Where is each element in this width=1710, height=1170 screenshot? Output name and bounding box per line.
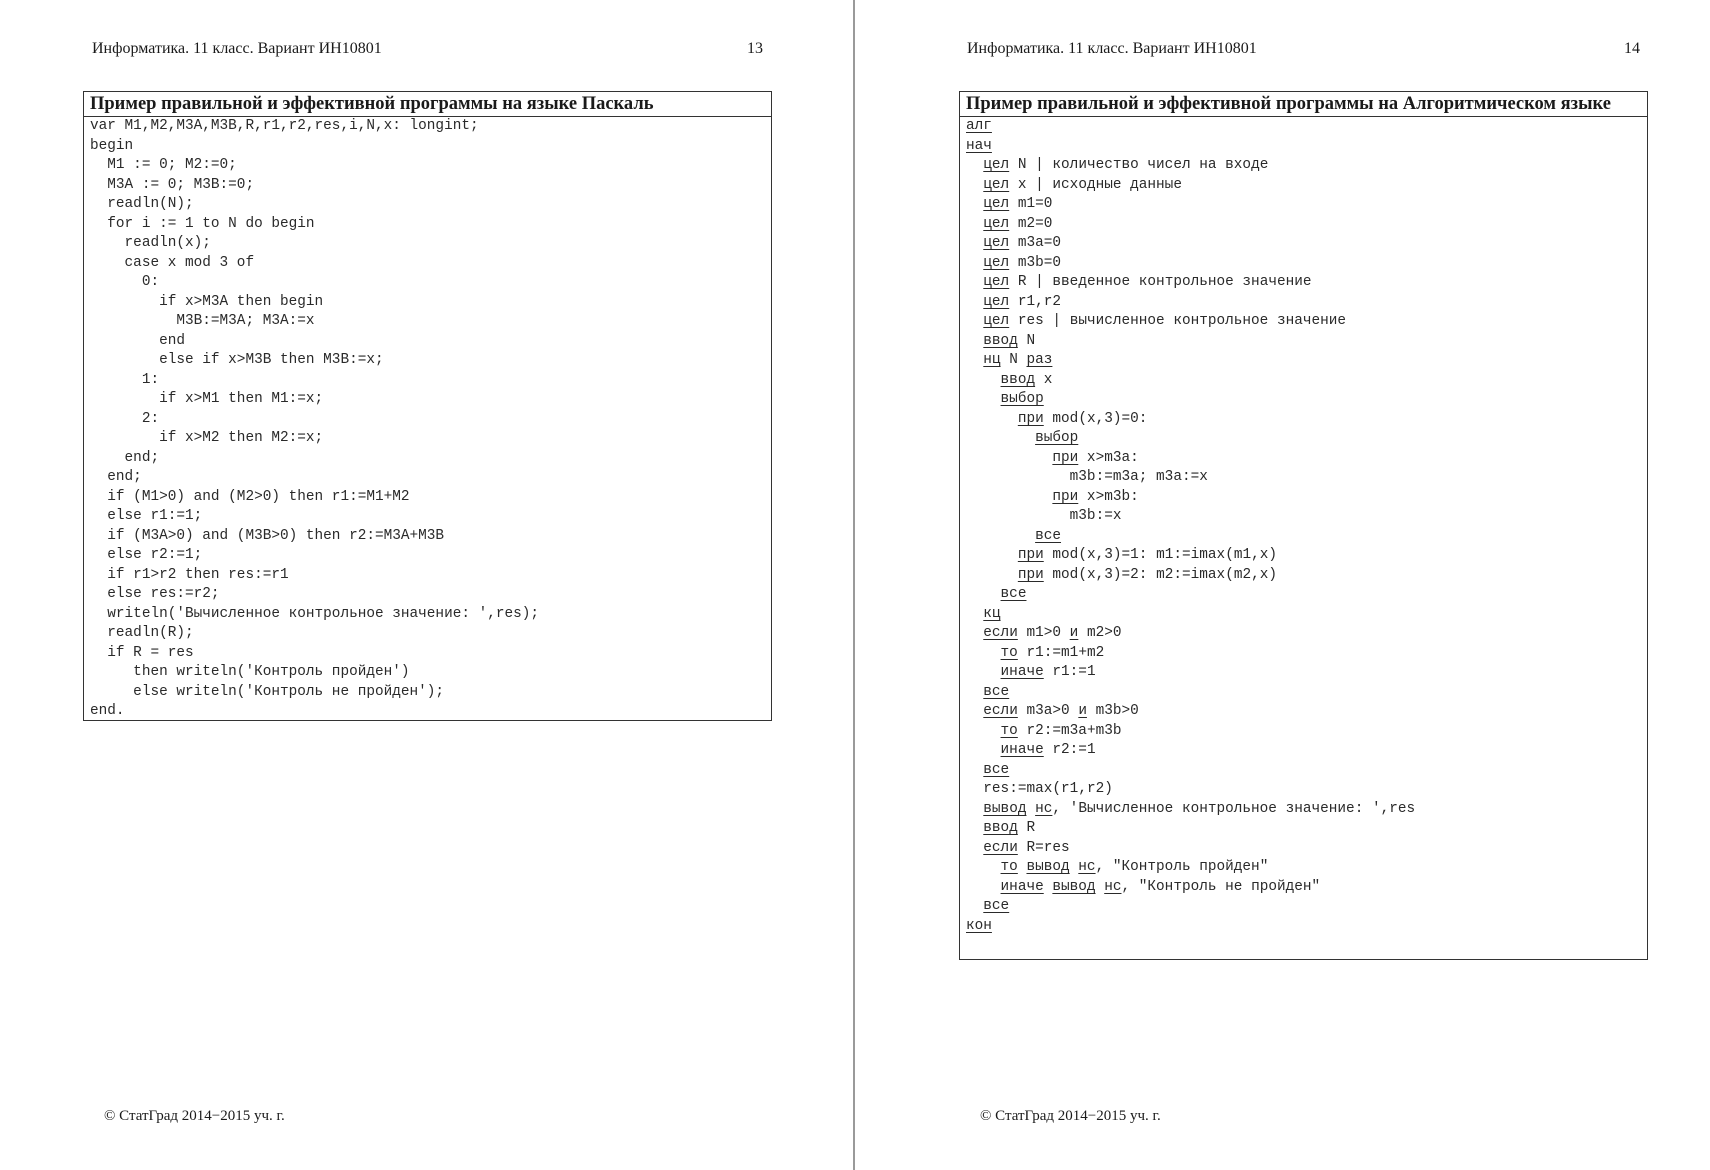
code-line: else if x>M3B then M3B:=x; — [90, 352, 384, 368]
code-line: если m1>0 и m2>0 — [983, 625, 1122, 641]
algorithmic-code — [960, 117, 1647, 936]
code-line: иначе r2:=1 — [1000, 742, 1096, 758]
code-line: цел m3b=0 — [983, 254, 1062, 271]
code-line: case x mod 3 of — [90, 254, 255, 271]
code-line: if x>M1 then M1:=x; — [90, 391, 324, 407]
code-line: 0: — [90, 274, 160, 290]
code-line: begin — [90, 137, 134, 154]
pascal-program-box — [83, 91, 772, 721]
code-line: цел res | вычисленное контрольное значение — [983, 313, 1347, 329]
code-line: if (M1>0) and (M2>0) then r1:=M1+M2 — [90, 488, 410, 505]
code-line: цел m2=0 — [983, 215, 1053, 232]
code-line: при x>m3b: — [1052, 488, 1139, 505]
code-line: при mod(x,3)=1: m1:=imax(m1,x) — [1017, 547, 1278, 563]
code-line: кц — [983, 605, 1001, 622]
code-line: цел x | исходные данные — [983, 176, 1182, 193]
code-line: нач — [966, 137, 992, 154]
code-line: readln(R); — [90, 625, 194, 641]
code-line: res:=max(r1,r2) — [983, 781, 1113, 797]
code-line: for i := 1 to N do begin — [90, 215, 315, 232]
page-13 — [0, 0, 853, 1170]
code-line: end; — [90, 469, 142, 485]
code-line: все — [1035, 527, 1062, 544]
page-number: 13 — [747, 40, 763, 57]
code-line: M3B:=M3A; M3A:=x — [90, 313, 315, 329]
code-line: иначе вывод нс, "Контроль не пройден" — [1000, 878, 1321, 895]
code-line: M1 := 0; M2:=0; — [90, 157, 237, 173]
code-line: цел m1=0 — [983, 196, 1053, 212]
code-line: m3b:=x — [1069, 508, 1122, 524]
code-line: if (M3A>0) and (M3B>0) then r2:=M3A+M3B — [90, 527, 445, 544]
code-line: при x>m3a: — [1052, 449, 1139, 466]
code-line: if x>M2 then M2:=x; — [90, 430, 324, 446]
code-line: при mod(x,3)=0: — [1017, 410, 1148, 427]
code-line: end; — [90, 449, 160, 466]
code-line: M3A := 0; M3B:=0; — [90, 176, 255, 193]
code-line: то r1:=m1+m2 — [1000, 644, 1105, 661]
code-line: нц N раз — [983, 352, 1053, 368]
code-line: то r2:=m3a+m3b — [1000, 722, 1122, 739]
code-line: при mod(x,3)=2: m2:=imax(m2,x) — [1017, 566, 1278, 583]
code-line: вывод нс, 'Вычисленное контрольное значение: ',res — [983, 800, 1416, 817]
code-line: то вывод нс, "Контроль пройден" — [1000, 859, 1269, 875]
code-line: ввод x — [1000, 371, 1053, 388]
code-line: else r2:=1; — [90, 547, 203, 563]
code-line: цел R | введенное контрольное значение — [983, 274, 1312, 290]
code-line: ввод R — [983, 820, 1036, 836]
code-line: цел N | количество чисел на входе — [983, 157, 1269, 173]
code-line: if r1>r2 then res:=r1 — [90, 566, 289, 583]
code-line: var M1,M2,M3A,M3B,R,r1,r2,res,i,N,x: longint; — [90, 118, 479, 134]
code-line: кон — [966, 917, 992, 934]
code-line: readln(N); — [90, 196, 194, 212]
code-line: 2: — [90, 410, 160, 427]
code-line: writeln('Вычисленное контрольное значение: ',res); — [90, 605, 540, 622]
code-line: end. — [90, 703, 125, 719]
code-line: все — [983, 761, 1010, 778]
algorithmic-program-box — [959, 91, 1648, 960]
code-line: цел r1,r2 — [983, 293, 1062, 310]
code-line: 1: — [90, 371, 160, 388]
code-line: выбор — [1035, 430, 1079, 446]
page-14 — [855, 0, 1710, 1170]
box-title: Пример правильной и эффективной программы на языке Паскаль — [84, 92, 771, 117]
box-title: Пример правильной и эффективной программы на Алгоритмическом языке — [960, 92, 1647, 117]
pascal-code — [84, 117, 771, 722]
code-line: иначе r1:=1 — [1000, 664, 1096, 680]
page-footer: © СтатГрад 2014−2015 уч. г. — [104, 1108, 285, 1124]
page-footer: © СтатГрад 2014−2015 уч. г. — [980, 1108, 1161, 1124]
code-line: если m3a>0 и m3b>0 — [983, 703, 1139, 719]
code-line: все — [1000, 586, 1027, 602]
page-header: Информатика. 11 класс. Вариант ИН10801 — [92, 40, 382, 57]
code-line: readln(x); — [90, 235, 211, 251]
page-header: Информатика. 11 класс. Вариант ИН10801 — [967, 40, 1257, 57]
code-line: все — [983, 683, 1010, 700]
code-line: ввод N — [983, 332, 1036, 349]
page-number: 14 — [1624, 40, 1640, 57]
code-line: end — [90, 332, 185, 349]
code-line: все — [983, 898, 1010, 914]
code-line: else res:=r2; — [90, 586, 220, 602]
code-line: цел m3a=0 — [983, 235, 1062, 251]
code-line: if x>M3A then begin — [90, 293, 324, 310]
code-line: алг — [966, 118, 992, 134]
code-line: then writeln('Контроль пройден') — [90, 664, 410, 680]
code-line: else r1:=1; — [90, 508, 203, 524]
code-line: m3b:=m3a; m3a:=x — [1069, 469, 1208, 485]
code-line: если R=res — [983, 839, 1070, 856]
code-line: else writeln('Контроль не пройден'); — [90, 683, 445, 700]
code-line: выбор — [1000, 391, 1044, 407]
code-line: if R = res — [90, 644, 194, 661]
